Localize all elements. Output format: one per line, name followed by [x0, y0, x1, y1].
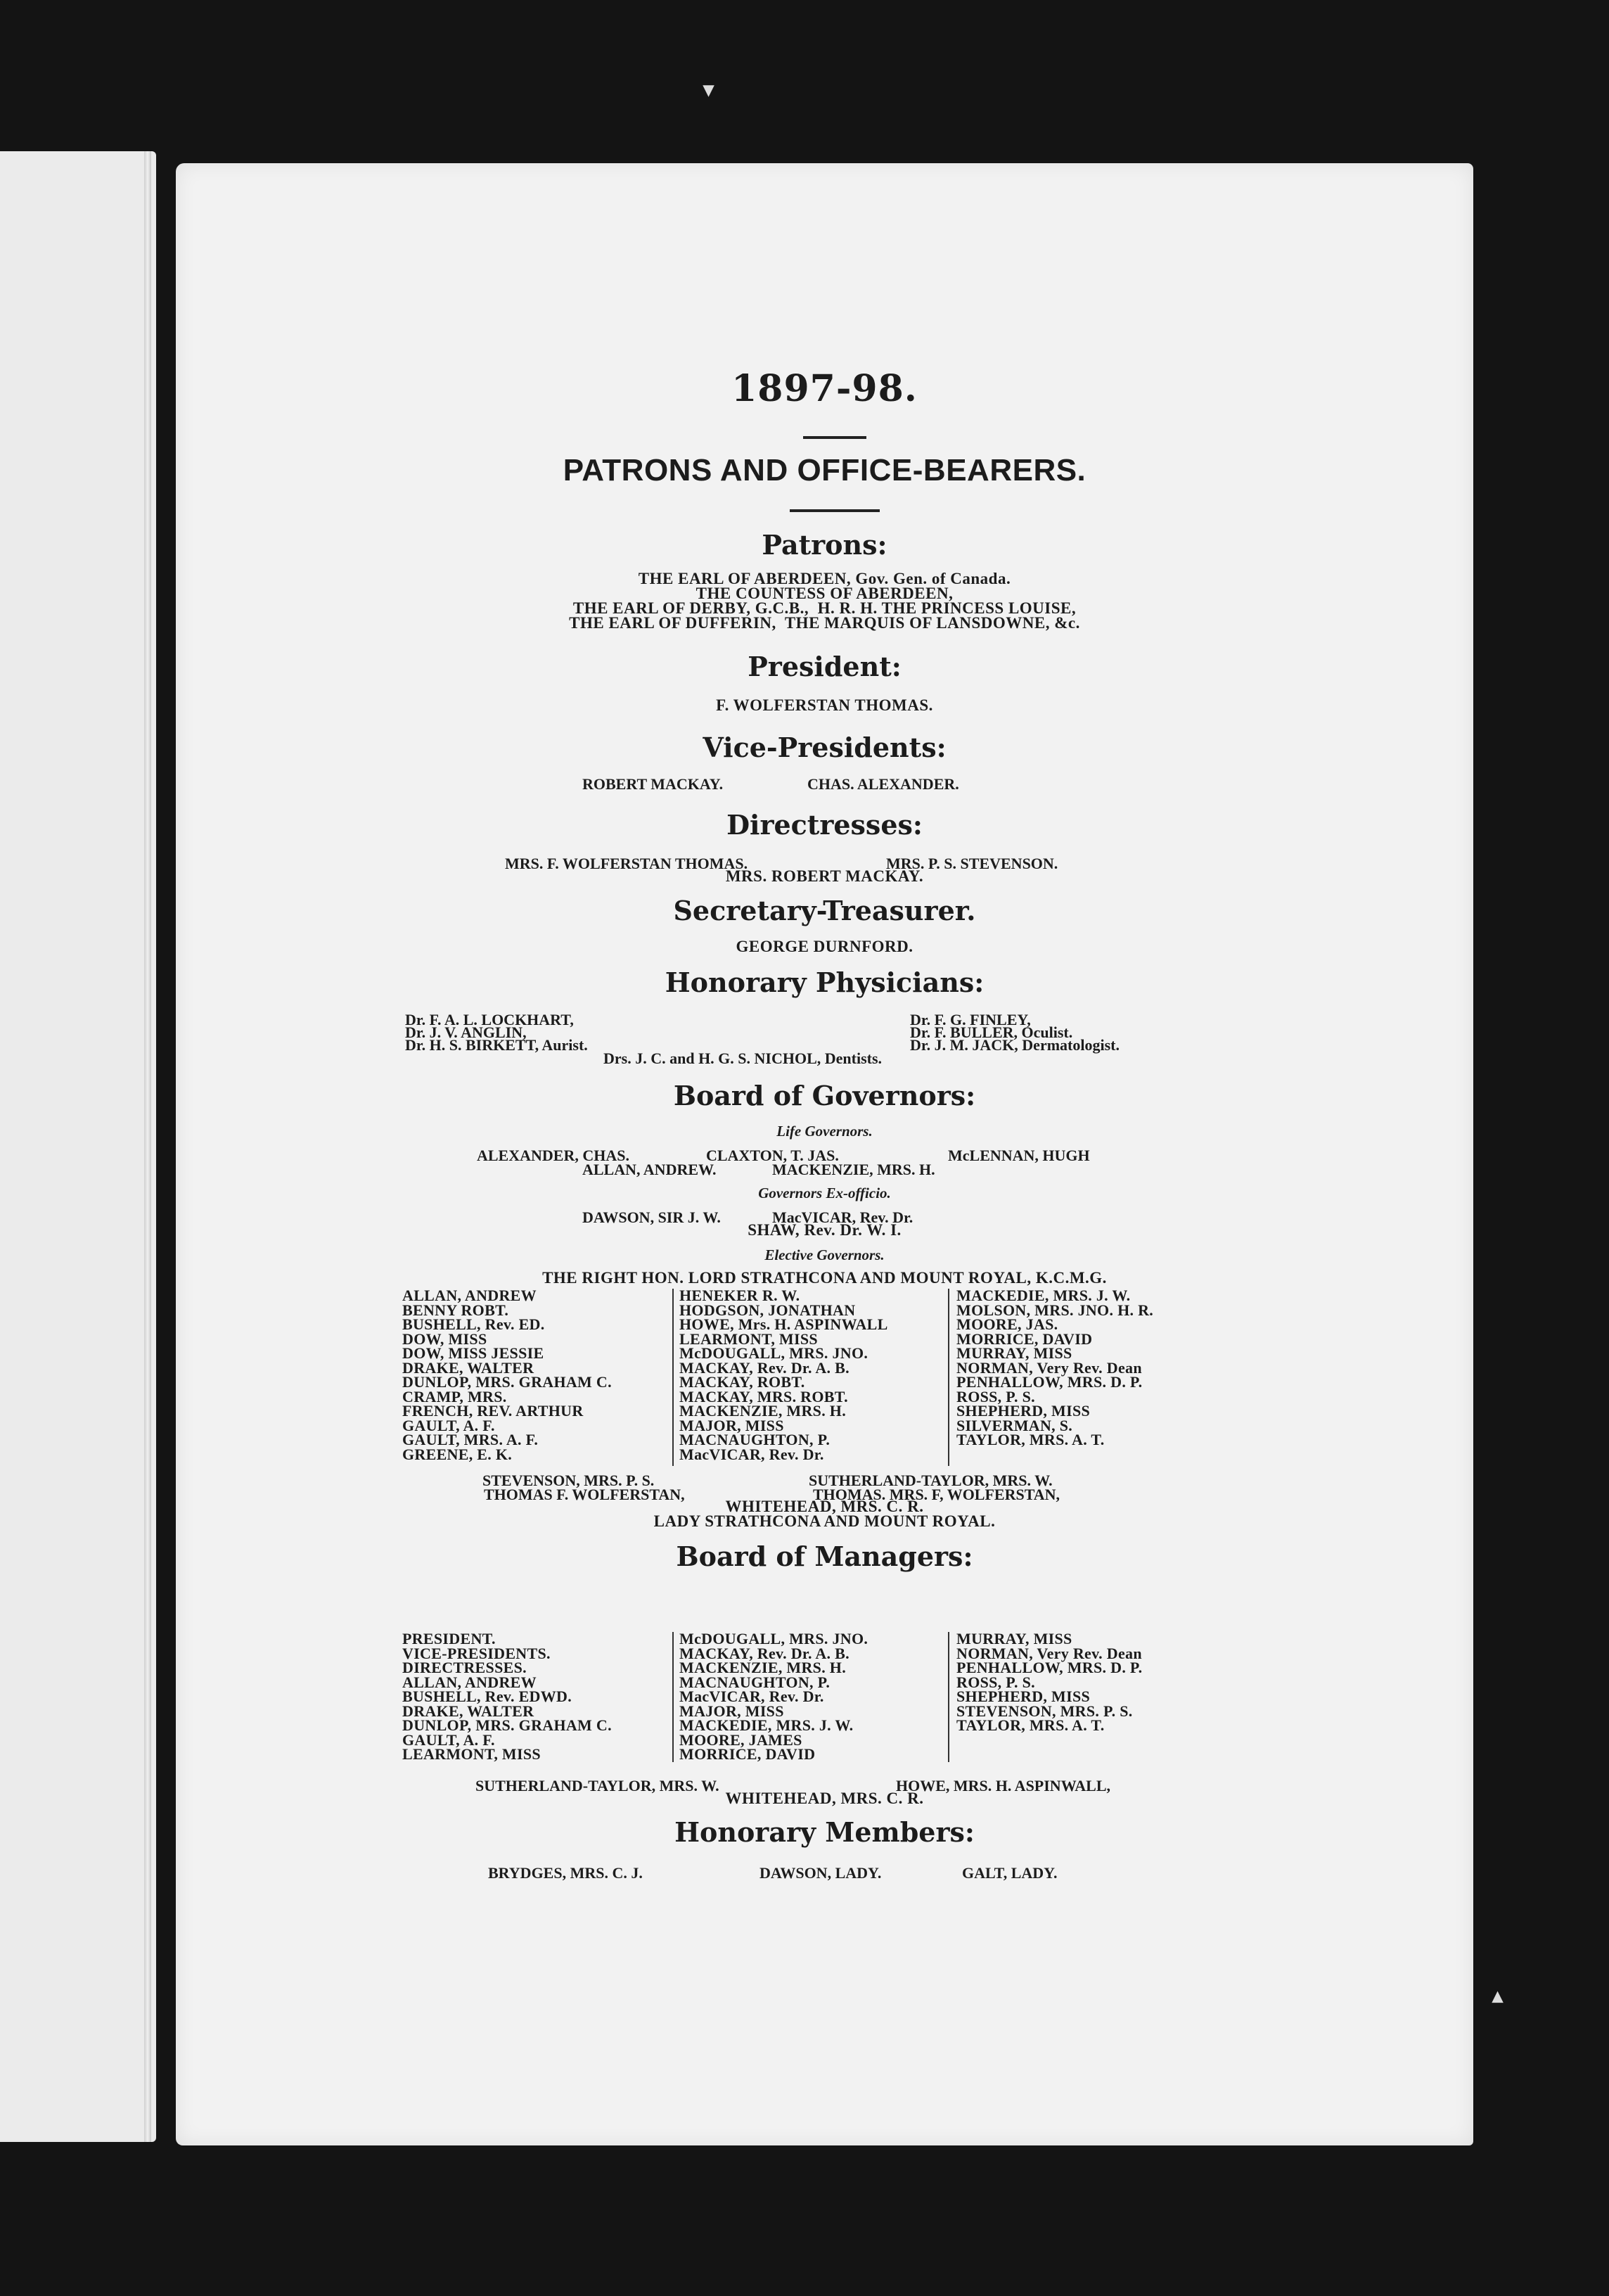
manager-name: MacVICAR, Rev. Dr.	[679, 1688, 824, 1705]
manager-name: ALLAN, ANDREW	[402, 1673, 537, 1691]
governor-name: MOORE, JAS.	[956, 1315, 1058, 1333]
page-fold	[144, 151, 151, 2142]
governor-bottom-2: SUTHERLAND-TAYLOR, MRS. W.	[809, 1472, 1053, 1489]
manager-name: MAJOR, MISS	[679, 1702, 784, 1720]
rule-under-title	[790, 509, 880, 512]
governor-name: TAYLOR, MRS. A. T.	[956, 1431, 1105, 1448]
managers-column-2	[679, 1632, 868, 1762]
governors-column-2	[679, 1289, 888, 1462]
physician-dentists: Drs. J. C. and H. G. S. NICHOL, Dentists.	[603, 1050, 883, 1067]
rule-top	[803, 436, 866, 439]
governor-name: DOW, MISS	[402, 1329, 487, 1348]
honorary-members-heading: Honorary Members:	[674, 1816, 975, 1848]
governor-name: BUSHELL, Rev. ED.	[402, 1315, 545, 1333]
manager-bottom-1: SUTHERLAND-TAYLOR, MRS. W.	[475, 1777, 719, 1794]
governor-name: LEARMONT, MISS	[679, 1329, 818, 1348]
governor-name: MACKAY, ROBT.	[679, 1373, 805, 1391]
governor-bottom-3: THOMAS F. WOLFERSTAN,	[484, 1486, 685, 1503]
physician-right-3: Dr. J. M. JACK, Dermatologist.	[910, 1036, 1120, 1054]
president-name: F. WOLFERSTAN THOMAS.	[716, 696, 933, 714]
vice-presidents-heading: Vice-Presidents:	[703, 732, 947, 763]
ex-officio-3: SHAW, Rev. Dr. W. I.	[748, 1221, 902, 1239]
patrons-line-2: THE COUNTESS OF ABERDEEN,	[695, 585, 954, 602]
page-title: PATRONS AND OFFICE-BEARERS.	[563, 453, 1086, 487]
manager-name: MOORE, JAMES	[679, 1730, 802, 1749]
document-page	[176, 163, 1473, 2145]
ex-officio-2: MacVICAR, Rev. Dr.	[772, 1208, 914, 1226]
manager-name: NORMAN, Very Rev. Dean	[956, 1644, 1142, 1662]
governor-name: SHEPHERD, MISS	[956, 1402, 1091, 1420]
life-governor-3: McLENNAN, HUGH	[948, 1147, 1090, 1164]
manager-name: MACKAY, Rev. Dr. A. B.	[679, 1644, 850, 1662]
governor-name: MacVICAR, Rev. Dr.	[679, 1445, 824, 1463]
board-of-governors-heading: Board of Governors:	[673, 1080, 976, 1111]
governor-name: CRAMP, MRS.	[402, 1387, 507, 1405]
manager-name: DIRECTRESSES.	[402, 1659, 527, 1676]
year-heading: 1897-98.	[731, 367, 918, 410]
managers-separator-2	[948, 1632, 949, 1762]
left-facing-page	[0, 151, 156, 2142]
elective-governor-top: THE RIGHT HON. LORD STRATHCONA AND MOUNT ROYAL, K.C.M.G.	[542, 1269, 1107, 1287]
governor-name: ALLAN, ANDREW	[402, 1287, 537, 1304]
governor-name: MACKENZIE, MRS. H.	[679, 1402, 847, 1420]
scan-speck-top: ▾	[703, 78, 714, 101]
manager-name: MACKEDIE, MRS. J. W.	[679, 1716, 854, 1734]
vice-president-1: ROBERT MACKAY.	[582, 775, 724, 793]
honorary-member-3: GALT, LADY.	[962, 1864, 1058, 1882]
governor-bottom-5: WHITEHEAD, MRS. C. R.	[725, 1498, 924, 1515]
governor-bottom-4: THOMAS. MRS. F, WOLFERSTAN,	[813, 1486, 1060, 1503]
manager-bottom-3: WHITEHEAD, MRS. C. R.	[725, 1790, 924, 1807]
manager-name: MURRAY, MISS	[956, 1630, 1072, 1647]
governors-separator-1	[672, 1289, 674, 1466]
manager-name: MORRICE, DAVID	[679, 1745, 816, 1763]
physician-right-2: Dr. F. BULLER, Oculist.	[910, 1023, 1073, 1041]
governor-name: MORRICE, DAVID	[956, 1329, 1093, 1348]
directress-1: MRS. F. WOLFERSTAN THOMAS.	[505, 855, 748, 872]
governor-name: FRENCH, REV. ARTHUR	[402, 1402, 584, 1420]
governor-name: MOLSON, MRS. JNO. H. R.	[956, 1301, 1154, 1319]
secretary-treasurer-name: GEORGE DURNFORD.	[736, 938, 914, 955]
governor-bottom-1: STEVENSON, MRS. P. S.	[482, 1472, 655, 1489]
directresses-heading: Directresses:	[726, 809, 923, 841]
governor-name: MACNAUGHTON, P.	[679, 1431, 831, 1448]
governors-separator-2	[948, 1289, 949, 1466]
patrons-line-4: THE EARL OF DUFFERIN, THE MARQUIS OF LANSDOWNE, &c.	[569, 614, 1080, 632]
governor-name: HENEKER R. W.	[679, 1287, 800, 1304]
manager-name: BUSHELL, Rev. EDWD.	[402, 1688, 572, 1705]
patrons-line-3: THE EARL OF DERBY, G.C.B., H. R. H. THE PRINCESS LOUISE,	[572, 599, 1077, 617]
president-heading: President:	[748, 651, 902, 682]
directress-2: MRS. P. S. STEVENSON.	[886, 855, 1058, 872]
secretary-treasurer-heading: Secretary-Treasurer.	[673, 895, 976, 926]
manager-name: MACKENZIE, MRS. H.	[679, 1659, 847, 1676]
patrons-heading: Patrons:	[762, 529, 887, 561]
honorary-member-1: BRYDGES, MRS. C. J.	[488, 1864, 643, 1882]
governor-name: MACKEDIE, MRS. J. W.	[956, 1287, 1131, 1304]
governor-bottom-6: LADY STRATHCONA AND MOUNT ROYAL.	[653, 1512, 996, 1530]
manager-name: MACNAUGHTON, P.	[679, 1673, 831, 1691]
physician-left-1: Dr. F. A. L. LOCKHART,	[405, 1011, 574, 1028]
elective-governors-label: Elective Governors.	[764, 1246, 885, 1263]
governors-column-1	[402, 1289, 612, 1462]
manager-name: STEVENSON, MRS. P. S.	[956, 1702, 1133, 1720]
governor-name: ROSS, P. S.	[956, 1387, 1035, 1405]
board-of-managers-heading: Board of Managers:	[676, 1541, 973, 1572]
honorary-member-2: DAWSON, LADY.	[759, 1864, 882, 1882]
governor-name: GAULT, MRS. A. F.	[402, 1431, 539, 1448]
vice-president-2: CHAS. ALEXANDER.	[807, 775, 959, 793]
governor-name: McDOUGALL, MRS. JNO.	[679, 1344, 868, 1362]
honorary-physicians-heading: Honorary Physicians:	[665, 967, 985, 998]
governor-name: DUNLOP, MRS. GRAHAM C.	[402, 1373, 612, 1391]
governor-name: BENNY ROBT.	[402, 1301, 509, 1319]
life-governor-2: CLAXTON, T. JAS.	[706, 1147, 839, 1164]
managers-separator-1	[672, 1632, 674, 1762]
governor-name: MURRAY, MISS	[956, 1344, 1072, 1362]
manager-name: DUNLOP, MRS. GRAHAM C.	[402, 1716, 612, 1734]
governor-name: MACKAY, Rev. Dr. A. B.	[679, 1358, 850, 1377]
manager-name: VICE-PRESIDENTS.	[402, 1644, 551, 1662]
ex-officio-label: Governors Ex-officio.	[758, 1185, 891, 1201]
physician-right-1: Dr. F. G. FINLEY,	[910, 1011, 1031, 1028]
governor-name: HOWE, Mrs. H. ASPINWALL	[679, 1315, 888, 1333]
life-governor-1: ALEXANDER, CHAS.	[477, 1147, 629, 1164]
governor-name: HODGSON, JONATHAN	[679, 1301, 856, 1319]
page-content	[176, 163, 1473, 2145]
manager-name: SHEPHERD, MISS	[956, 1688, 1091, 1705]
manager-name: TAYLOR, MRS. A. T.	[956, 1716, 1105, 1734]
manager-name: LEARMONT, MISS	[402, 1745, 541, 1763]
governor-name: NORMAN, Very Rev. Dean	[956, 1358, 1142, 1377]
manager-name: McDOUGALL, MRS. JNO.	[679, 1630, 868, 1647]
patrons-line-1: THE EARL OF ABERDEEN, Gov. Gen. of Canada.	[638, 570, 1011, 587]
governor-name: DOW, MISS JESSIE	[402, 1344, 544, 1362]
manager-name: DRAKE, WALTER	[402, 1702, 534, 1720]
ex-officio-1: DAWSON, SIR J. W.	[582, 1208, 721, 1226]
governor-name: PENHALLOW, MRS. D. P.	[956, 1373, 1143, 1391]
manager-name: GAULT, A. F.	[402, 1730, 495, 1749]
governor-name: GREENE, E. K.	[402, 1445, 513, 1463]
managers-column-3	[956, 1632, 1142, 1733]
governor-name: SILVERMAN, S.	[956, 1416, 1073, 1434]
managers-column-1	[402, 1632, 612, 1762]
governors-column-3	[956, 1289, 1153, 1448]
physician-left-3: Dr. H. S. BIRKETT, Aurist.	[405, 1036, 588, 1054]
directress-3: MRS. ROBERT MACKAY.	[725, 867, 924, 885]
governor-name: GAULT, A. F.	[402, 1416, 495, 1434]
governor-name: MAJOR, MISS	[679, 1416, 784, 1434]
manager-bottom-2: HOWE, MRS. H. ASPINWALL,	[896, 1777, 1110, 1794]
governor-name: DRAKE, WALTER	[402, 1358, 534, 1377]
manager-name: ROSS, P. S.	[956, 1673, 1035, 1691]
physician-left-2: Dr. J. V. ANGLIN,	[405, 1023, 527, 1041]
governor-name: MACKAY, MRS. ROBT.	[679, 1387, 848, 1405]
manager-name: PENHALLOW, MRS. D. P.	[956, 1659, 1143, 1676]
manager-name: PRESIDENT.	[402, 1630, 496, 1647]
life-governors-label: Life Governors.	[776, 1123, 873, 1140]
life-governor-4: ALLAN, ANDREW.	[582, 1161, 717, 1178]
life-governor-5: MACKENZIE, MRS. H.	[772, 1161, 935, 1178]
scan-speck-right: ▴	[1492, 1984, 1504, 2008]
